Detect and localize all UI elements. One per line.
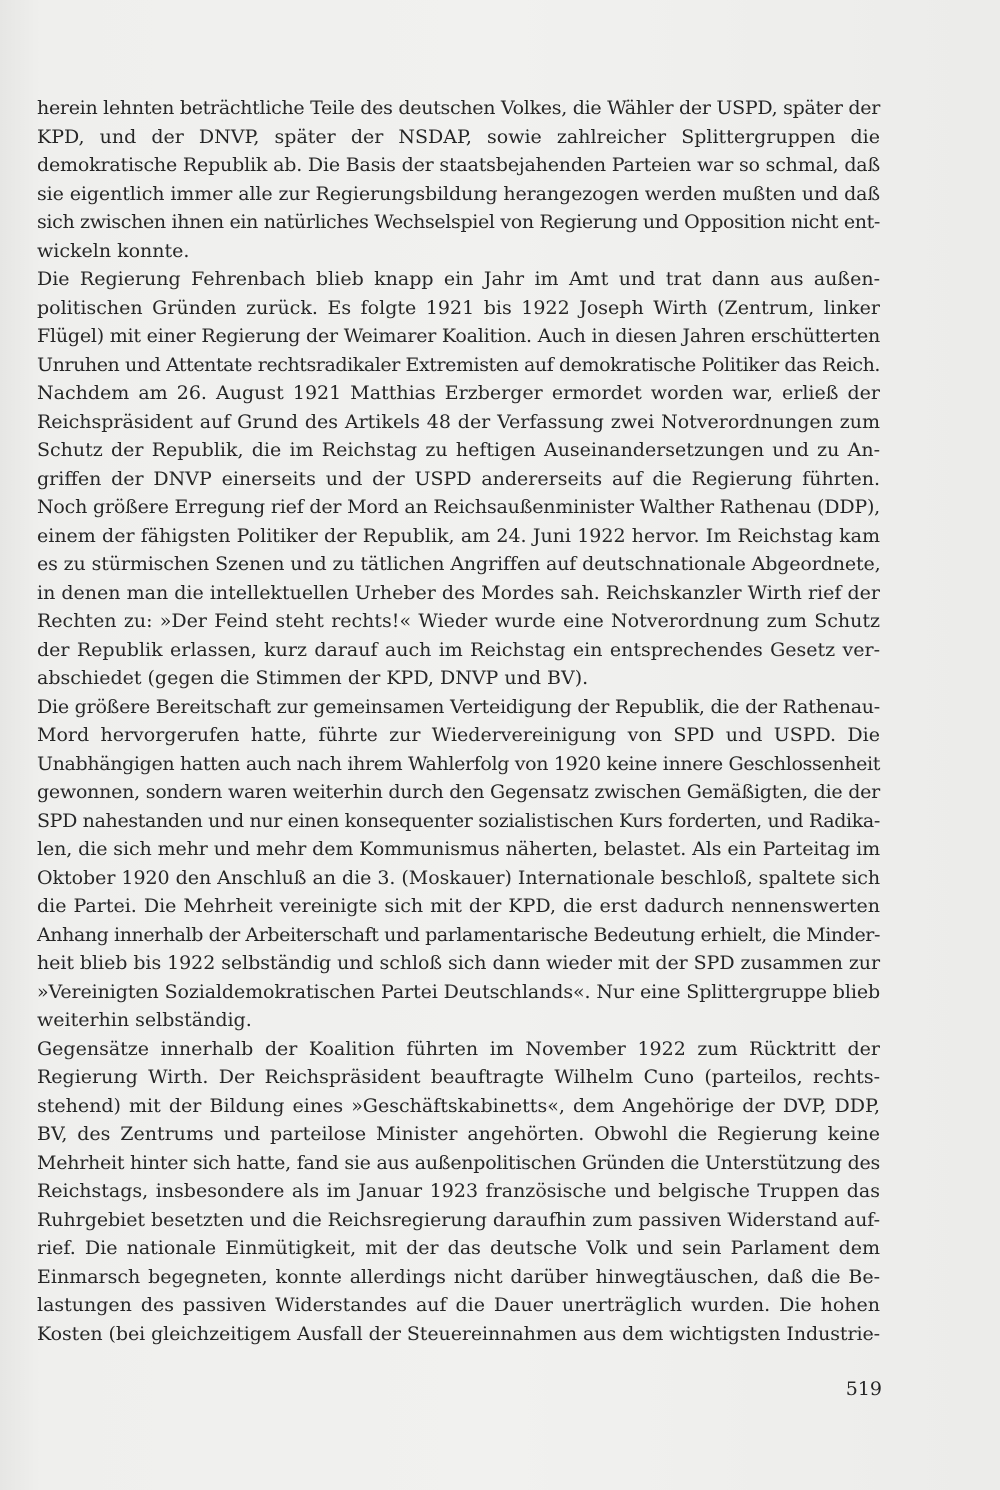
text-line: abschiedet (gegen die Stimmen der KPD, DNVP und BV).	[37, 667, 589, 689]
text-line: BV, des Zentrums und parteilose Minister angehörten. Obwohl die Regierung keine	[37, 1123, 880, 1145]
text-line: rief. Die nationale Einmütigkeit, mit der das deutsche Volk und sein Parlament dem	[37, 1237, 880, 1259]
text-line: herein lehnten beträchtliche Teile des deutschen Volkes, die Wähler der USPD, später der	[37, 97, 881, 119]
text-line: Rechten zu: »Der Feind steht rechts!« Wieder wurde eine Notverordnung zum Schutz	[37, 610, 880, 632]
text-line: wickeln konnte.	[37, 239, 190, 262]
text-line: SPD nahestanden und nur einen konsequenter sozialistischen Kurs forderten, und Radika-	[37, 809, 880, 832]
text-line: Nachdem am 26. August 1921 Matthias Erzberger ermordet worden war, erließ der	[37, 382, 880, 404]
text-line: Ruhrgebiet besetzten und die Reichsregierung daraufhin zum passiven Widerstand auf-	[37, 1208, 880, 1231]
text-line: Noch größere Erregung rief der Mord an Reichsaußenminister Walther Rathenau (DDP),	[37, 496, 881, 518]
text-line: einem der fähigsten Politiker der Republik, am 24. Juni 1922 hervor. Im Reichstag kam	[37, 524, 880, 547]
page-number: 519	[845, 1378, 882, 1400]
text-line: Schutz der Republik, die im Reichstag zu heftigen Auseinandersetzungen und zu An-	[37, 439, 880, 461]
text-line: griffen der DNVP einerseits und der USPD andererseits auf die Regierung führten.	[37, 467, 880, 490]
body-text	[37, 94, 880, 1348]
text-line: Reichspräsident auf Grund des Artikels 48 der Verfassung zwei Notverordnungen zum	[37, 410, 880, 433]
text-line: Oktober 1920 den Anschluß an die 3. (Moskauer) Internationale beschloß, spaltete sich	[37, 866, 881, 889]
text-line: heit blieb bis 1922 selbständig und schloß sich dann wieder mit der SPD zusammen zur	[37, 952, 880, 974]
text-line: Die Regierung Fehrenbach blieb knapp ein Jahr im Amt und trat dann aus außen-	[37, 268, 880, 290]
text-line: Regierung Wirth. Der Reichspräsident beauftragte Wilhelm Cuno (parteilos, rechts-	[37, 1066, 880, 1088]
text-line: in denen man die intellektuellen Urheber des Mordes sah. Reichskanzler Wirth rief der	[37, 581, 880, 604]
text-line: Mord hervorgerufen hatte, führte zur Wiedervereinigung von SPD und USPD. Die	[37, 724, 880, 746]
text-line: Die größere Bereitschaft zur gemeinsamen Verteidigung der Republik, die der Rathenau-	[37, 695, 881, 718]
text-line: der Republik erlassen, kurz darauf auch im Reichstag ein entsprechendes Gesetz ver-	[37, 638, 880, 661]
text-line: Unabhängigen hatten auch nach ihrem Wahlerfolg von 1920 keine innere Geschlossenheit	[37, 752, 881, 775]
text-line: len, die sich mehr und mehr dem Kommunismus näherten, belastet. Als ein Parteitag im	[37, 838, 881, 860]
text-line: Kosten (bei gleichzeitigem Ausfall der Steuereinnahmen aus dem wichtigsten Industrie-	[37, 1322, 881, 1345]
text-line: »Vereinigten Sozialdemokratischen Partei Deutschlands«. Nur eine Splittergruppe blieb	[37, 980, 881, 1003]
text-line: es zu stürmischen Szenen und zu tätlichen Angriffen auf deutschnationale Abgeordnete,	[37, 553, 881, 575]
text-line: Einmarsch begegneten, konnte allerdings nicht darüber hinwegtäuschen, daß die Be-	[37, 1265, 880, 1288]
text-line: lastungen des passiven Widerstandes auf die Dauer unerträglich wurden. Die hohen	[37, 1294, 880, 1316]
text-line: KPD, und der DNVP, später der NSDAP, sowie zahlreicher Splittergruppen die	[37, 125, 880, 148]
text-line: die Partei. Die Mehrheit vereinigte sich mit der KPD, die erst dadurch nennenswerten	[37, 895, 880, 917]
text-line: Reichstags, insbesondere als im Januar 1923 französische und belgische Truppen das	[37, 1180, 880, 1202]
text-line: demokratische Republik ab. Die Basis der staatsbejahenden Parteien war so schmal, daß	[37, 154, 880, 176]
text-line: politischen Gründen zurück. Es folgte 1921 bis 1922 Joseph Wirth (Zentrum, linker	[37, 296, 880, 319]
text-line: Mehrheit hinter sich hatte, fand sie aus außenpolitischen Gründen die Unterstützung des	[37, 1151, 880, 1174]
text-line: Gegensätze innerhalb der Koalition führten im November 1922 zum Rücktritt der	[37, 1037, 880, 1060]
text-line: Anhang innerhalb der Arbeiterschaft und parlamentarische Bedeutung erhielt, die Minder-	[37, 923, 880, 946]
text-line: weiterhin selbständig.	[37, 1009, 252, 1031]
text-line: Unruhen und Attentate rechtsradikaler Extremisten auf demokratische Politiker das Reich.	[37, 353, 881, 376]
text-line: Flügel) mit einer Regierung der Weimarer Koalition. Auch in diesen Jahren erschütterten	[37, 325, 881, 347]
text-line: sich zwischen ihnen ein natürliches Wechselspiel von Regierung und Opposition nicht ent-	[37, 211, 881, 233]
text-line: sie eigentlich immer alle zur Regierungsbildung herangezogen werden mußten und daß	[37, 182, 880, 205]
text-line: gewonnen, sondern waren weiterhin durch den Gegensatz zwischen Gemäßigten, die der	[37, 781, 880, 803]
text-line: stehend) mit der Bildung eines »Geschäftskabinetts«, dem Angehörige der DVP, DDP,	[37, 1094, 880, 1117]
